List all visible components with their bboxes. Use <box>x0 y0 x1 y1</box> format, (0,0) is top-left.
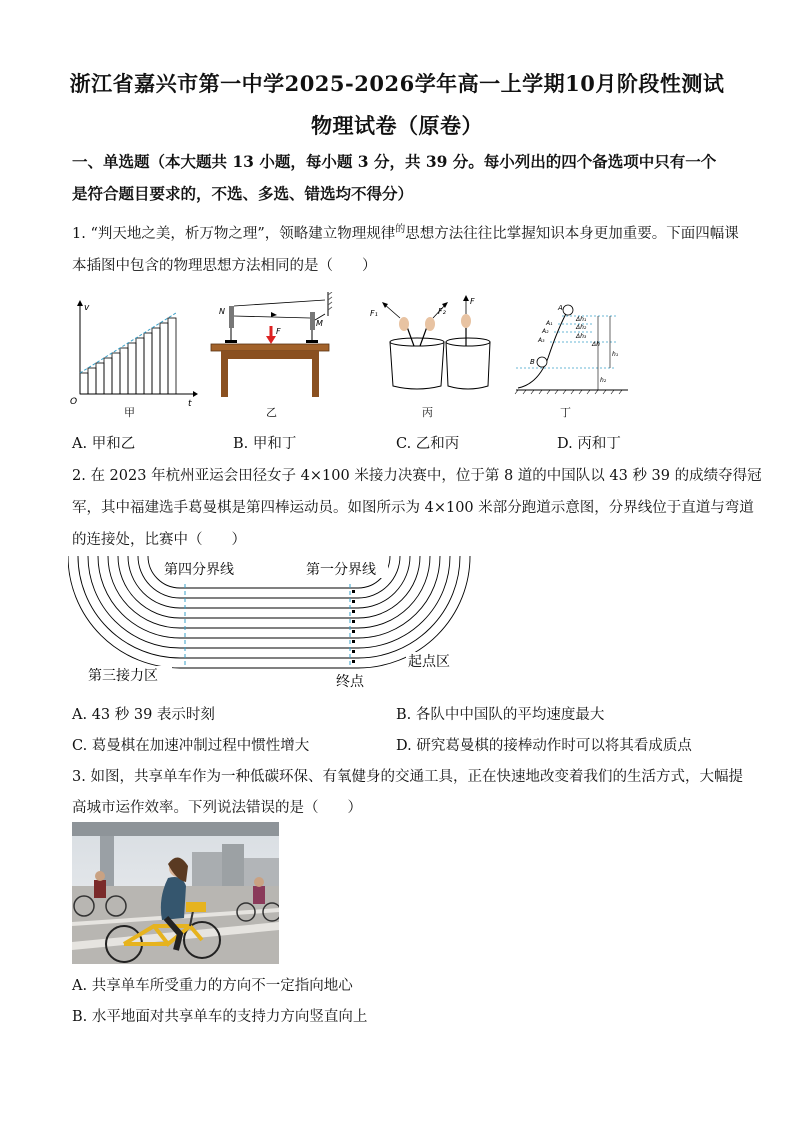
step-bar <box>136 338 144 394</box>
q3-option-b[interactable]: B. 水平地面对共享单车的支持力方向竖直向上 <box>72 1009 368 1025</box>
label-h1: h₁ <box>612 351 619 358</box>
step-bar <box>152 328 160 394</box>
step-bar <box>160 323 168 394</box>
label-a: A <box>558 304 563 312</box>
track-diagram <box>68 556 478 688</box>
step-bar <box>104 358 112 394</box>
label-n: N <box>219 307 225 316</box>
label-f-single: F <box>470 297 475 306</box>
exam-title-line1: 浙江省嘉兴市第一中学2025-2026学年高一上学期10月阶段性测试 <box>69 71 725 96</box>
figure-bing <box>362 294 492 396</box>
step-bar <box>168 318 176 394</box>
label-a2: A₂ <box>542 328 549 335</box>
q1-option-a[interactable]: A. 甲和乙 <box>72 436 136 452</box>
q1-stem-line2: 本插图中包含的物理思想方法相同的是（ ） <box>72 258 377 274</box>
label-start-zone: 起点区 <box>408 654 450 670</box>
q2-stem-line3: 的连接处，比赛中（ ） <box>72 532 246 548</box>
q1-option-b[interactable]: B. 甲和丁 <box>233 436 297 452</box>
q2-option-b[interactable]: B. 各队中中国队的平均速度最大 <box>396 707 605 723</box>
finish-dot <box>352 630 355 633</box>
finish-dot <box>352 610 355 613</box>
q2-option-c[interactable]: C. 葛曼棋在加速冲制过程中惯性增大 <box>72 738 310 754</box>
label-m: M <box>316 319 323 328</box>
q1-option-c[interactable]: C. 乙和丙 <box>396 436 460 452</box>
q2-option-a[interactable]: A. 43 秒 39 表示时刻 <box>72 707 215 723</box>
figure-ding <box>512 300 632 396</box>
label-h2: h₂ <box>600 377 607 384</box>
track-lane-line <box>78 556 460 658</box>
q1-stem-part2: 思想方法往往比掌握知识本身更加重要。下面四幅课 <box>405 225 739 242</box>
q2-stem-line1: 2. 在 2023 年杭州亚运会田径女子 4×100 米接力决赛中，位于第 8 道的中国队以 43 秒 39 的成绩夺得冠 <box>72 468 762 484</box>
label-dh2: Δh₂ <box>576 324 587 331</box>
figure-label-bing: 丙 <box>422 406 433 419</box>
force-arrow <box>266 336 276 344</box>
q1-option-d[interactable]: D. 丙和丁 <box>557 436 621 452</box>
figure-label-yi: 乙 <box>266 406 277 419</box>
label-dh3: Δh₃ <box>576 333 587 340</box>
label-finish: 终点 <box>336 674 364 688</box>
figure-label-jia: 甲 <box>124 406 135 419</box>
step-bar <box>144 333 152 394</box>
step-bar <box>96 363 104 394</box>
q1-stem-line1 <box>72 220 739 243</box>
origin-label: O <box>70 397 78 407</box>
step-bars <box>80 318 176 394</box>
label-f: F <box>276 327 281 336</box>
label-first-boundary: 第一分界线 <box>306 562 376 578</box>
figure-yi <box>205 292 335 400</box>
q2-option-d[interactable]: D. 研究葛曼棋的接棒动作时可以将其看成质点 <box>396 738 692 754</box>
axis-v-label: v <box>84 303 90 313</box>
label-third-zone: 第三接力区 <box>88 668 158 684</box>
section-header-line1: 一、单选题（本大题共 13 小题，每小题 3 分，共 39 分。每小列出的四个备选项中只有一个 <box>72 152 717 171</box>
finish-dot <box>352 640 355 643</box>
q1-stem-sup: 的 <box>395 224 406 235</box>
step-bar <box>112 353 120 394</box>
step-bar <box>80 373 88 394</box>
step-bar <box>88 368 96 394</box>
exam-title-line2: 物理试卷（原卷） <box>311 113 483 138</box>
figure-label-ding: 丁 <box>560 406 571 419</box>
label-a3: A₃ <box>538 337 545 344</box>
mirror-m <box>310 312 315 330</box>
label-f1: F₁ <box>370 309 378 318</box>
label-f2: F₂ <box>438 307 446 316</box>
finish-line-dots <box>352 590 355 663</box>
track-lane-line <box>98 556 440 638</box>
finish-dot <box>352 600 355 603</box>
label-fourth-boundary: 第四分界线 <box>164 562 234 578</box>
finish-dot <box>352 590 355 593</box>
q3-option-a[interactable]: A. 共享单车所受重力的方向不一定指向地心 <box>72 978 353 994</box>
step-bar <box>128 343 136 394</box>
track-lane-line <box>68 556 470 668</box>
label-dh: Δh <box>592 341 600 348</box>
finish-dot <box>352 660 355 663</box>
shared-bike-photo <box>72 822 279 964</box>
q1-stem-part1: 1. “判天地之美，析万物之理”，领略建立物理规律 <box>72 225 396 242</box>
label-dh1: Δh₁ <box>576 316 587 323</box>
track-lane-line <box>88 556 450 648</box>
label-b: B <box>530 358 535 366</box>
finish-dot <box>352 650 355 653</box>
mirror-n <box>229 306 234 328</box>
step-bar <box>120 348 128 394</box>
axis-t-label: t <box>188 399 192 408</box>
section-header-line2: 是符合题目要求的，不选、多选、错选均不得分） <box>72 184 414 203</box>
figure-jia <box>68 296 198 408</box>
finish-dot <box>352 620 355 623</box>
q3-stem-line1: 3. 如图，共享单车作为一种低碳环保、有氧健身的交通工具，正在快速地改变着我们的生活方式，大幅提 <box>72 769 743 785</box>
q2-stem-line2: 军，其中福建选手葛曼棋是第四棒运动员。如图所示为 4×100 米部分跑道示意图，分界线位于直道与弯道 <box>72 500 754 516</box>
q3-stem-line2: 高城市运作效率。下列说法错误的是（ ） <box>72 800 362 816</box>
label-a1: A₁ <box>546 320 553 327</box>
